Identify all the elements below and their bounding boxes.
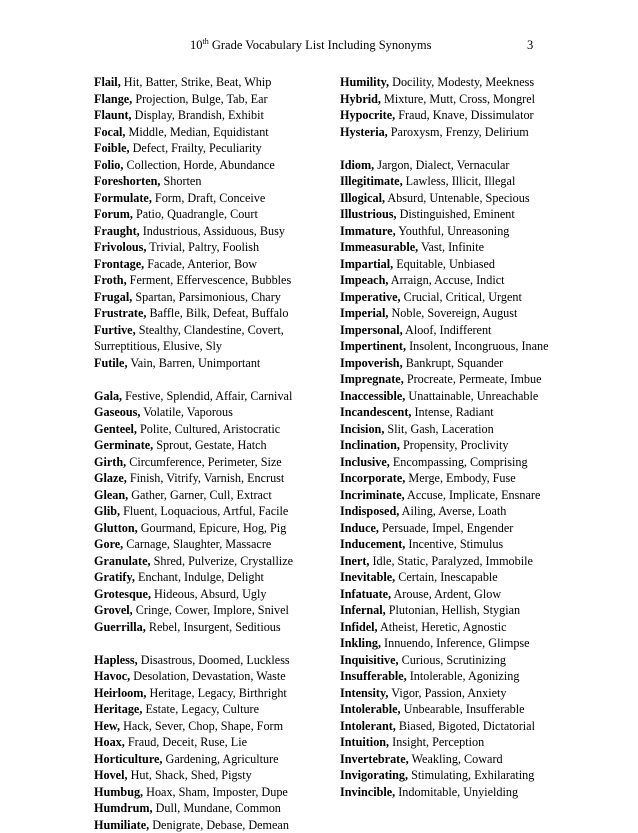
vocab-synonyms: Arouse, Ardent, Glow — [391, 587, 501, 601]
vocab-entry — [340, 751, 556, 768]
section-gap — [94, 635, 326, 652]
vocab-word: Gala, — [94, 389, 122, 403]
vocab-entry — [340, 74, 556, 91]
vocab-entry — [94, 140, 326, 157]
vocab-synonyms: Facade, Anterior, Bow — [144, 257, 257, 271]
vocab-word: Frustrate, — [94, 306, 146, 320]
vocab-word: Inducement, — [340, 537, 405, 551]
vocab-entry — [340, 668, 556, 685]
vocab-word: Inaccessible, — [340, 389, 405, 403]
vocab-entry — [94, 124, 326, 141]
vocab-synonyms: Fraud, Deceit, Ruse, Lie — [125, 735, 247, 749]
vocab-entry — [340, 487, 556, 504]
vocab-synonyms: Indomitable, Unyielding — [395, 785, 518, 799]
vocab-synonyms: Innuendo, Inference, Glimpse — [381, 636, 530, 650]
vocab-entry — [94, 668, 326, 685]
vocab-synonyms: Paroxysm, Frenzy, Delirium — [388, 125, 529, 139]
vocab-synonyms: Shred, Pulverize, Crystallize — [151, 554, 294, 568]
vocab-synonyms: Insolent, Incongruous, Inane — [406, 339, 549, 353]
vocab-synonyms: Slit, Gash, Laceration — [384, 422, 493, 436]
vocab-word: Furtive, — [94, 323, 136, 337]
vocab-entry — [94, 388, 326, 405]
vocab-entry — [340, 685, 556, 702]
vocab-word: Hovel, — [94, 768, 128, 782]
vocab-word: Hysteria, — [340, 125, 388, 139]
vocab-word: Intolerable, — [340, 702, 401, 716]
vocab-synonyms: Equitable, Unbiased — [393, 257, 495, 271]
vocab-entry — [94, 91, 326, 108]
vocab-synonyms: Encompassing, Comprising — [390, 455, 528, 469]
vocab-synonyms: Defect, Frailty, Peculiarity — [130, 141, 262, 155]
vocab-synonyms: Crucial, Critical, Urgent — [401, 290, 522, 304]
vocab-synonyms: Disastrous, Doomed, Luckless — [138, 653, 290, 667]
vocab-entry — [94, 685, 326, 702]
vocab-synonyms: Denigrate, Debase, Demean — [149, 818, 289, 832]
vocab-synonyms: Carnage, Slaughter, Massacre — [123, 537, 271, 551]
vocab-word: Forum, — [94, 207, 133, 221]
vocab-entry — [340, 454, 556, 471]
vocab-synonyms: Display, Brandish, Exhibit — [132, 108, 264, 122]
vocab-word: Inert, — [340, 554, 369, 568]
vocab-synonyms: Vain, Barren, Unimportant — [128, 356, 261, 370]
vocab-word: Hoax, — [94, 735, 125, 749]
vocab-entry — [340, 223, 556, 240]
vocab-word: Invincible, — [340, 785, 395, 799]
vocab-word: Folio, — [94, 158, 123, 172]
vocab-word: Incriminate, — [340, 488, 405, 502]
vocab-synonyms: Incentive, Stimulus — [405, 537, 503, 551]
vocab-synonyms: Hut, Shack, Shed, Pigsty — [128, 768, 252, 782]
vocab-entry — [94, 652, 326, 669]
vocab-entry — [94, 454, 326, 471]
vocab-entry — [340, 388, 556, 405]
title-ordinal-suffix: th — [203, 37, 209, 46]
vocab-word: Heirloom, — [94, 686, 146, 700]
vocab-word: Impersonal, — [340, 323, 403, 337]
vocab-word: Incision, — [340, 422, 384, 436]
vocab-word: Humdrum, — [94, 801, 153, 815]
left-column — [94, 74, 326, 833]
vocab-synonyms: Estate, Legacy, Culture — [142, 702, 259, 716]
vocab-entry — [340, 371, 556, 388]
vocab-word: Frivolous, — [94, 240, 146, 254]
vocab-word: Invertebrate, — [340, 752, 409, 766]
vocab-entry — [340, 272, 556, 289]
vocab-word: Granulate, — [94, 554, 151, 568]
vocab-synonyms: Polite, Cultured, Aristocratic — [137, 422, 280, 436]
vocab-word: Gratify, — [94, 570, 135, 584]
vocab-synonyms: Youthful, Unreasoning — [396, 224, 510, 238]
vocab-word: Humility, — [340, 75, 389, 89]
vocab-entry — [340, 619, 556, 636]
vocab-synonyms: Hideous, Absurd, Ugly — [151, 587, 266, 601]
vocab-synonyms: Insight, Perception — [389, 735, 484, 749]
vocab-synonyms: Ailing, Averse, Loath — [399, 504, 506, 518]
vocab-word: Impregnate, — [340, 372, 404, 386]
vocab-synonyms: Gather, Garner, Cull, Extract — [128, 488, 272, 502]
vocab-entry — [94, 701, 326, 718]
vocab-synonyms: Accuse, Implicate, Ensnare — [405, 488, 541, 502]
vocab-word: Induce, — [340, 521, 379, 535]
vocab-entry — [340, 305, 556, 322]
vocab-word: Indisposed, — [340, 504, 399, 518]
vocab-synonyms: Patio, Quadrangle, Court — [133, 207, 258, 221]
vocab-synonyms: Baffle, Bilk, Defeat, Buffalo — [146, 306, 288, 320]
vocab-entry — [94, 322, 326, 355]
vocab-word: Illustrious, — [340, 207, 397, 221]
vocab-entry — [340, 124, 556, 141]
vocab-entry — [340, 470, 556, 487]
vocab-entry — [340, 206, 556, 223]
vocab-entry — [340, 635, 556, 652]
vocab-word: Inclusive, — [340, 455, 390, 469]
vocab-synonyms: Merge, Embody, Fuse — [405, 471, 515, 485]
vocab-synonyms: Gardening, Agriculture — [162, 752, 278, 766]
vocab-synonyms: Ferment, Effervescence, Bubbles — [127, 273, 292, 287]
vocab-entry — [94, 107, 326, 124]
vocab-synonyms: Cringe, Cower, Implore, Snivel — [133, 603, 289, 617]
vocab-synonyms: Shorten — [160, 174, 201, 188]
vocab-entry — [340, 784, 556, 801]
vocab-synonyms: Propensity, Proclivity — [400, 438, 509, 452]
vocab-word: Guerrilla, — [94, 620, 146, 634]
vocab-synonyms: Plutonian, Hellish, Stygian — [386, 603, 520, 617]
vocab-word: Horticulture, — [94, 752, 162, 766]
right-column — [340, 74, 556, 800]
vocab-entry — [340, 701, 556, 718]
vocab-synonyms: Heritage, Legacy, Birthright — [146, 686, 286, 700]
vocab-synonyms: Aloof, Indifferent — [403, 323, 492, 337]
vocab-word: Infernal, — [340, 603, 386, 617]
vocab-synonyms: Intense, Radiant — [411, 405, 493, 419]
vocab-word: Impoverish, — [340, 356, 403, 370]
vocab-entry — [94, 256, 326, 273]
title-number: 10 — [190, 38, 203, 52]
vocab-word: Fraught, — [94, 224, 140, 238]
vocab-entry — [94, 619, 326, 636]
vocab-synonyms: Mixture, Mutt, Cross, Mongrel — [381, 92, 535, 106]
vocab-word: Incandescent, — [340, 405, 411, 419]
vocab-entry — [340, 289, 556, 306]
vocab-entry — [94, 239, 326, 256]
vocab-word: Incorporate, — [340, 471, 405, 485]
vocab-synonyms: Dull, Mundane, Common — [153, 801, 281, 815]
vocab-entry — [340, 173, 556, 190]
vocab-synonyms: Absurd, Untenable, Specious — [385, 191, 530, 205]
vocab-word: Flail, — [94, 75, 121, 89]
vocab-synonyms: Desolation, Devastation, Waste — [130, 669, 286, 683]
vocab-word: Futile, — [94, 356, 128, 370]
vocab-entry — [94, 157, 326, 174]
vocab-word: Intensity, — [340, 686, 388, 700]
vocab-entry — [340, 503, 556, 520]
vocab-word: Girth, — [94, 455, 126, 469]
vocab-word: Inclination, — [340, 438, 400, 452]
vocab-entry — [94, 421, 326, 438]
vocab-word: Humbug, — [94, 785, 143, 799]
vocab-entry — [94, 569, 326, 586]
vocab-synonyms: Projection, Bulge, Tab, Ear — [132, 92, 267, 106]
vocab-word: Foible, — [94, 141, 130, 155]
vocab-word: Froth, — [94, 273, 127, 287]
vocab-word: Frugal, — [94, 290, 132, 304]
vocab-word: Invigorating, — [340, 768, 408, 782]
vocab-synonyms: Hack, Sever, Chop, Shape, Form — [120, 719, 283, 733]
vocab-word: Imperial, — [340, 306, 388, 320]
vocab-word: Humiliate, — [94, 818, 149, 832]
vocab-word: Havoc, — [94, 669, 130, 683]
vocab-synonyms: Atheist, Heretic, Agnostic — [378, 620, 507, 634]
vocab-synonyms: Arraign, Accuse, Indict — [388, 273, 504, 287]
vocab-entry — [340, 586, 556, 603]
vocab-synonyms: Festive, Splendid, Affair, Carnival — [122, 389, 292, 403]
vocab-word: Idiom, — [340, 158, 374, 172]
vocab-word: Intuition, — [340, 735, 389, 749]
vocab-word: Germinate, — [94, 438, 153, 452]
vocab-entry — [340, 718, 556, 735]
vocab-entry — [94, 272, 326, 289]
vocab-entry — [340, 190, 556, 207]
vocab-synonyms: Hit, Batter, Strike, Beat, Whip — [121, 75, 272, 89]
vocab-word: Hew, — [94, 719, 120, 733]
vocab-entry — [340, 239, 556, 256]
vocab-entry — [340, 652, 556, 669]
vocab-word: Inquisitive, — [340, 653, 399, 667]
vocab-synonyms: Hoax, Sham, Imposter, Dupe — [143, 785, 288, 799]
vocab-entry — [340, 602, 556, 619]
vocab-entry — [94, 487, 326, 504]
vocab-entry — [94, 190, 326, 207]
vocab-word: Gore, — [94, 537, 123, 551]
vocab-word: Glean, — [94, 488, 128, 502]
vocab-entry — [94, 503, 326, 520]
vocab-synonyms: Procreate, Permeate, Imbue — [404, 372, 542, 386]
vocab-entry — [340, 322, 556, 339]
vocab-synonyms: Enchant, Indulge, Delight — [135, 570, 264, 584]
vocab-synonyms: Fluent, Loquacious, Artful, Facile — [120, 504, 288, 518]
vocab-synonyms: Persuade, Impel, Engender — [379, 521, 513, 535]
vocab-entry — [94, 74, 326, 91]
section-gap — [340, 140, 556, 157]
vocab-word: Inevitable, — [340, 570, 395, 584]
vocab-entry — [340, 569, 556, 586]
vocab-entry — [340, 734, 556, 751]
vocab-entry — [94, 817, 326, 833]
vocab-entry — [94, 437, 326, 454]
vocab-word: Insufferable, — [340, 669, 407, 683]
vocab-entry — [94, 470, 326, 487]
vocab-word: Foreshorten, — [94, 174, 160, 188]
vocab-synonyms: Circumference, Perimeter, Size — [126, 455, 282, 469]
vocab-synonyms: Industrious, Assiduous, Busy — [140, 224, 285, 238]
vocab-synonyms: Idle, Static, Paralyzed, Immobile — [369, 554, 532, 568]
vocab-synonyms: Docility, Modesty, Meekness — [389, 75, 534, 89]
vocab-entry — [94, 718, 326, 735]
vocab-word: Hypocrite, — [340, 108, 395, 122]
vocab-word: Impertinent, — [340, 339, 406, 353]
vocab-word: Infatuate, — [340, 587, 391, 601]
vocab-synonyms: Intolerable, Agonizing — [407, 669, 520, 683]
vocab-synonyms: Stimulating, Exhilarating — [408, 768, 534, 782]
vocab-synonyms: Gourmand, Epicure, Hog, Pig — [138, 521, 287, 535]
vocab-word: Grotesque, — [94, 587, 151, 601]
vocab-word: Illogical, — [340, 191, 385, 205]
vocab-entry — [94, 536, 326, 553]
vocab-entry — [340, 421, 556, 438]
vocab-word: Focal, — [94, 125, 125, 139]
vocab-word: Gaseous, — [94, 405, 140, 419]
vocab-entry — [340, 91, 556, 108]
vocab-word: Heritage, — [94, 702, 142, 716]
vocab-word: Flaunt, — [94, 108, 132, 122]
vocab-entry — [340, 404, 556, 421]
vocab-synonyms: Sprout, Gestate, Hatch — [153, 438, 266, 452]
vocab-synonyms: Trivial, Paltry, Foolish — [146, 240, 259, 254]
vocab-entry — [340, 553, 556, 570]
vocab-entry — [340, 437, 556, 454]
vocab-entry — [94, 289, 326, 306]
vocab-entry — [94, 206, 326, 223]
vocab-word: Hapless, — [94, 653, 138, 667]
vocab-entry — [94, 586, 326, 603]
vocab-word: Immature, — [340, 224, 396, 238]
vocab-entry — [94, 404, 326, 421]
vocab-synonyms: Vast, Infinite — [418, 240, 484, 254]
vocab-entry — [340, 536, 556, 553]
vocab-entry — [340, 338, 556, 355]
vocab-entry — [94, 355, 326, 372]
section-gap — [94, 371, 326, 388]
vocab-entry — [340, 256, 556, 273]
vocab-synonyms: Unattainable, Unreachable — [405, 389, 538, 403]
vocab-synonyms: Jargon, Dialect, Vernacular — [374, 158, 509, 172]
vocab-word: Impeach, — [340, 273, 388, 287]
vocab-word: Glib, — [94, 504, 120, 518]
vocab-word: Glutton, — [94, 521, 138, 535]
vocab-entry — [94, 751, 326, 768]
vocab-word: Frontage, — [94, 257, 144, 271]
vocab-synonyms: Collection, Horde, Abundance — [123, 158, 274, 172]
vocab-entry — [340, 767, 556, 784]
vocab-word: Immeasurable, — [340, 240, 418, 254]
vocab-synonyms: Biased, Bigoted, Dictatorial — [396, 719, 535, 733]
vocab-entry — [94, 800, 326, 817]
vocab-synonyms: Spartan, Parsimonious, Chary — [132, 290, 281, 304]
title-text: Grade Vocabulary List Including Synonyms — [209, 38, 432, 52]
vocab-synonyms: Certain, Inescapable — [395, 570, 498, 584]
vocab-synonyms: Curious, Scrutinizing — [399, 653, 506, 667]
vocab-entry — [94, 305, 326, 322]
vocab-entry — [340, 520, 556, 537]
page-number: 3 — [527, 38, 533, 53]
vocab-word: Grovel, — [94, 603, 133, 617]
vocab-entry — [94, 784, 326, 801]
vocab-word: Formulate, — [94, 191, 152, 205]
vocab-entry — [94, 767, 326, 784]
vocab-synonyms: Finish, Vitrify, Varnish, Encrust — [127, 471, 284, 485]
vocab-entry — [94, 173, 326, 190]
vocab-word: Genteel, — [94, 422, 137, 436]
vocab-entry — [340, 157, 556, 174]
vocab-synonyms: Lawless, Illicit, Illegal — [403, 174, 516, 188]
vocab-synonyms: Vigor, Passion, Anxiety — [388, 686, 506, 700]
vocab-entry — [340, 107, 556, 124]
vocab-entry — [94, 602, 326, 619]
vocab-synonyms: Middle, Median, Equidistant — [125, 125, 268, 139]
vocab-synonyms: Bankrupt, Squander — [403, 356, 504, 370]
vocab-entry — [94, 734, 326, 751]
vocab-synonyms: Stealthy, Clandestine, Covert, Surreptitious, Elusive, Sly — [94, 323, 284, 354]
vocab-word: Imperative, — [340, 290, 401, 304]
vocab-word: Impartial, — [340, 257, 393, 271]
vocab-synonyms: Fraud, Knave, Dissimulator — [395, 108, 533, 122]
vocab-word: Intolerant, — [340, 719, 396, 733]
vocab-synonyms: Rebel, Insurgent, Seditious — [146, 620, 281, 634]
vocab-synonyms: Noble, Sovereign, August — [388, 306, 517, 320]
document-title — [190, 38, 432, 53]
vocab-entry — [94, 553, 326, 570]
vocab-entry — [340, 355, 556, 372]
vocab-synonyms: Distinguished, Eminent — [397, 207, 515, 221]
vocab-synonyms: Weakling, Coward — [409, 752, 503, 766]
vocab-entry — [94, 223, 326, 240]
vocab-synonyms: Unbearable, Insufferable — [401, 702, 525, 716]
vocab-word: Glaze, — [94, 471, 127, 485]
vocab-word: Hybrid, — [340, 92, 381, 106]
vocab-synonyms: Form, Draft, Conceive — [152, 191, 265, 205]
vocab-word: Flange, — [94, 92, 132, 106]
vocab-entry — [94, 520, 326, 537]
vocab-word: Infidel, — [340, 620, 378, 634]
vocab-word: Illegitimate, — [340, 174, 403, 188]
vocab-word: Inkling, — [340, 636, 381, 650]
vocab-synonyms: Volatile, Vaporous — [140, 405, 232, 419]
